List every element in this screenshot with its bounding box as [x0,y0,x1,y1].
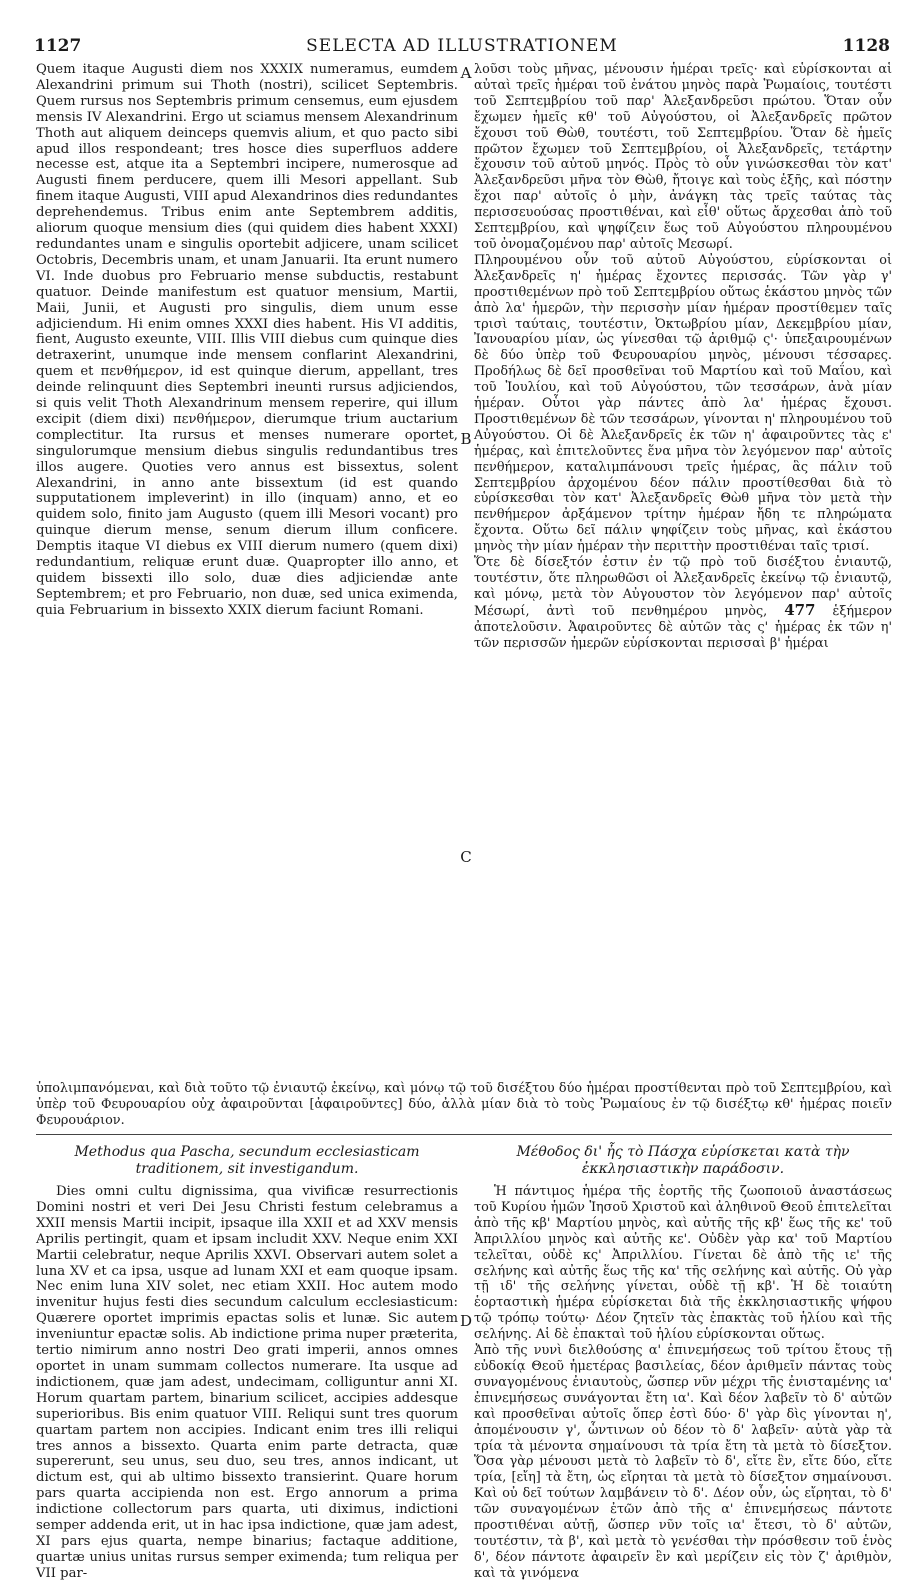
edition-page-marker: 477 [784,600,816,619]
greek-paragraph-2: Πληρουμένου οὖν τοῦ αὐτοῦ Αὐγούστου, εὑρίσκονται οἱ Ἀλεξανδρεῖς η' ἡμέρας ἔχοντες περισσάς. Τῶν γὰρ γ' προστιθεμένων πρὸ τοῦ Σεπτεμβρίου οὕτως ἑκάστου μηνὸς τῶν ἀπὸ λα' ἡμερῶν, τὴν περισσὴν μίαν ἡμέραν προστίθεμεν ταῖς τρισὶ ταύταις, τουτέστιν, Ὀκτωβρίου μίαν, Δεκεμβρίου μίαν, Ἰανουαρίου μίαν, ὡς γίνεσθαι τῷ ἀριθμῷ ς'· ὑπεξαιρουμένων δὲ δύο ὑπὲρ τοῦ Φευρουαρίου μηνὸς, μένουσι τέσσαρες. Προδήλως δὲ δεῖ προσθεῖναι τοῦ Μαρτίου καὶ τοῦ Μαΐου, καὶ τοῦ Ἰουλίου, καὶ τοῦ Αὐγούστου, τῶν τεσσάρων, ἀνὰ μίαν ἡμέραν. Οὗτοι γὰρ πάντες ἀπὸ λα' ἡμέρας ἔχουσι. Προστιθεμένων δὲ τῶν τεσσάρων, γίνονται η' πληρουμένου τοῦ Αὐγούστου. Οἱ δὲ Ἀλεξανδρεῖς ἐκ τῶν η' ἀφαιροῦντες τὰς ε' ἡμέρας, καὶ ἐπιτελοῦντες ἕνα μῆνα τὸν λεγόμενον παρ' αὐτοῖς πενθήμερον, καταλιμπάνουσι τρεῖς ἡμέρας, ἃς πάλιν τοῦ Σεπτεμβρίου ἀρχομένου δέον πάλιν προστίθεσθαι διὰ τὸ εὑρίσκεσθαι τὸν κατ' Ἀλεξανδρεῖς Θὼθ μῆνα τὸν μετὰ τὴν πενθήμερον ἀρξάμενον τρίτην ἡμέραν ἤδη τε πληρώματα ἔχοντα. Οὕτω δεῖ πάλιν ψηφίζειν τοὺς μῆνας, καὶ ἑκάστου μηνὸς τὴν μίαν ἡμέραν τὴν περιττὴν προστιθέναι ταῖς τρισί. [474,252,892,555]
greek-bottom-paragraph-2: Ἀπὸ τῆς νυνὶ διελθούσης α' ἐπινεμήσεως τοῦ τρίτου ἔτους τῇ εὐδοκίᾳ Θεοῦ ἡμετέρας βασιλείας, δέον ἀριθμεῖν πάντας τοὺς συναγομένους ἐνιαυτοὺς, ὥσπερ νῦν μέχρι τῆς ἐνισταμένης ια' ἐπινεμήσεως συνάγονται ἔτη ια'. Καὶ δέον λαβεῖν τὸ δ' αὐτῶν καὶ προσθεῖναι αὐτοῖς ὅπερ ἐστὶ δύο· δ' γὰρ δὶς γίνονται η', ἀπομένουσιν γ', ὧντινων οὐ δέον τὸ δ' λαβεῖν· αὐτὰ γὰρ τὰ τρία τὰ μένοντα σημαίνουσι τὰ τρία ἔτη τὰ μετὰ τὸ δίσεξτον. Ὅσα γὰρ μένουσι μετὰ τὸ λαβεῖν τὸ δ', εἴτε ἓν, εἴτε δύο, εἴτε τρία, [εἴη] τὰ ἔτη, ὡς εἴρηται τὰ μετὰ τὸ δίσεξτον σημαίνουσι. Καὶ οὐ δεῖ τούτων λαμβάνειν τὸ δ'. Δέον οὖν, ὡς εἴρηται, τὸ δ' τῶν συναγομένων ἐτῶν ἀπὸ τῆς α' ἐπινεμήσεως πάντοτε προστιθέναι αὐτῇ, ὥσπερ νῦν τοῖς ια' ἔτεσι, τὸ δ' αὐτῶν, τουτέστιν, τὰ β', καὶ μετὰ τὸ γενέσθαι τὴν πρόσθεσιν τοῦ ἑνὸς δ', δέον πάντοτε ἀφαιρεῖν ἓν καὶ μερίζειν εἰς τὸν ζ' ἀριθμὸν, καὶ τὰ γινόμενα [474,1343,892,1581]
latin-paragraph-top: Quem itaque Augusti diem nos XXXIX numeramus, eumdem Alexandrini primum sui Thoth (nostri), scilicet Septembris. Quem rursus nos Septembris primum censemus, eum ejusdem mensis IV Alexandrini. Ergo ut sciamus mensem Alexandrinum Thoth aut aliquem deinceps quemvis alium, et quo pacto sibi apud illos respondeant; tres hosce dies superfluos addere necesse est, atque ita a Septembri incipere, numerosque ad Augusti finem perducere, quem illi Mesori appellant. Sub finem itaque Augusti, VIII apud Alexandrinos dies redundantes deprehendemus. Tribus enim ante Septembrem additis, aliorum quoque mensium dies (qui quidem dies habent XXXI) redundantes unam e singulis oportebit adjicere, unam scilicet Octobris, Decembris unam, et unam Januarii. Ita erunt numero VI. Inde duobus pro Februario mense subductis, restabunt quatuor. Deinde manifestum est quatuor mensium, Martii, Maii, Junii, et Augusti pro singulis, diem unum esse adjiciendum. Hi enim omnes XXXI dies habent. His VI additis, fient, Augusto exeunte, VIII. Illis VIII diebus cum quinque dies detraxerint, unumque inde mensem conflarint Alexandrini, quem et πενθήμερον, id est quinque dierum, appellant, tres deinde relinquunt dies Septembri ineunti rursus adjiciendos, si quis velit Thoth Alexandrinum mensem reperire, qui illum excipit (diem dixi) πενθήμερον, dierumque trium auctarium complectitur. Ita rursus et menses numerare oportet, singulorumque mensium diebus singulis redundantibus tres illos augere. Quoties vero annus est bissextus, solent Alexandrini, in anno ante bissextum (id est quando supputationem impleverint) in illo (inquam) anno, et eo quidem solo, finito jam Augusto (quem illi Mesori vocant) pro quinque dierum mense, senum dierum illum conficere. Demptis itaque VI diebus ex VIII dierum numero (quem dixi) redundantium, reliquæ erunt duæ. Quapropter illo anno, et quidem bissexti illo solo, duæ dies adjiciendæ ante Septembrem; et pro Februario, non duæ, sed unica eximenda, quia Februarium in bissexto XXIX dierum faciunt Romani. [36,62,458,618]
greek-column-top [474,62,892,652]
margin-marker-d: D [459,1312,473,1330]
running-header [34,36,890,58]
greek-bottom-paragraph-1: Ἡ πάντιμος ἡμέρα τῆς ἑορτῆς τῆς ζωοποιοῦ ἀναστάσεως τοῦ Κυρίου ἡμῶν Ἰησοῦ Χριστοῦ καὶ ἀληθινοῦ Θεοῦ ἐπιτελεῖται ἀπὸ τῆς κβ' Μαρτίου μηνὸς, καὶ αὐτῆς τῆς κβ' ἕως τῆς κε' τοῦ Ἀπριλλίου μηνὸς καὶ αὐτῆς κε'. Οὐδὲν γὰρ κα' τοῦ Μαρτίου τελεῖται, οὐδὲ κς' Ἀπριλλίου. Γίνεται δὲ ἀπὸ τῆς ιε' τῆς σελήνης καὶ αὐτῆς ἕως τῆς κα' τῆς σελήνης καὶ αὐτῆς. Οὐ γὰρ τῇ ιδ' τῆς σελήνης γίνεται, οὐδὲ τῇ κβ'. Ἡ δὲ τοιαύτη ἑορταστικὴ ἡμέρα εὑρίσκεται διὰ τῆς ἐκκλησιαστικῆς ψήφου τῷ τρόπῳ τούτῳ· Δέον ζητεῖν τὰς ἐπακτὰς τοῦ ἡλίου καὶ τῆς σελήνης. Αἱ δὲ ἐπακταὶ τοῦ ἡλίου εὑρίσκονται οὕτως. [474,1184,892,1343]
greek-paragraph-3b: ἑξήμερον ἀποτελοῦσιν. Ἀφαιροῦντες δὲ αὐτῶν τὰς ς' ἡμέρας ἐκ τῶν η' τῶν περισσῶν ἡμερῶν εὑρίσκονται περισσαὶ β' ἡμέραι [474,603,892,651]
section-divider [36,1134,892,1135]
latin-column-top [36,62,458,619]
greek-column-bottom [474,1144,892,1582]
latin-column-bottom [36,1144,458,1582]
latin-paragraph-bottom: Dies omni cultu dignissima, qua vivificæ resurrectionis Domini nostri et veri Dei Jesu Christi festum celebramus a XXII mensis Martii incipit, ipsaque illa XXII et ad XXV mensis Aprilis pertingit, quam et ipsam includit XXV. Neque enim XXI Martii celebratur, neque Aprilis XXVI. Observari autem solet a luna XV et ca ipsa, usque ad lunam XXI et eam quoque ipsam. Nec enim luna XIV solet, nec etiam XXII. Hoc autem modo invenitur hujus festi dies secundum calculum ecclesiasticum: Quærere oportet imprimis epactas solis et lunæ. Sic autem inveniuntur epactæ solis. Ab indictione prima nuper præterita, tertio nimirum anno nostri Deo grati imperii, annos omnes oportet in unam summam collectos numerare. Ita usque ad indictionem, quæ jam adest, undecimam, colliguntur anni XI. Horum quartam partem, binarium scilicet, accipies addesque superioribus. Bis enim quatuor VIII. Reliqui sunt tres quorum quartam partem non accipies. Indicant enim tres illi reliqui tres annos a bissexto. Quarta enim parte detracta, quæ supererunt, seu unus, seu duo, seu tres, annos indicant, ut dictum est, qui ab ultimo bissexto transierint. Quare horum pars quarta accipienda non est. Ergo annorum a prima indictione collectorum pars quarta, uti diximus, indictioni semper addenda erit, ut in hac ipsa indictione, quæ jam adest, XI pars ejus quarta, nempe binarius; factaque additione, quartæ unius unitas rursus semper eximenda; tum reliqua per VII par- [36,1184,458,1581]
greek-paragraph-3a: Ὅτε δὲ δίσεξτόν ἐστιν ἐν τῷ πρὸ τοῦ δισέξτου ἐνιαυτῷ, τουτέστιν, ὅτε πληρωθῶσι οἱ Ἀλεξανδρεῖς ἐκείνῳ τῷ ἐνιαυτῷ, καὶ μόνῳ, μετὰ τὸν Αὐγουστον τὸν λεγόμενον παρ' αὐτοῖς Μέσωρί, ἀντὶ τοῦ πενθημέρου μηνὸς, [474,555,892,619]
running-title: SELECTA AD ILLUSTRATIONEM [306,36,618,56]
page-number-left: 1127 [34,36,82,56]
margin-marker-c: C [460,848,472,866]
page-number-right: 1128 [842,36,890,56]
greek-paragraph-3 [474,555,892,651]
full-width-greek-line: ὑπολιμπανόμεναι, καὶ διὰ τοῦτο τῷ ἐνιαυτῷ ἐκείνῳ, καὶ μόνῳ τῷ τοῦ δισέξτου δύο ἡμέραι προστίθενται πρὸ τοῦ Σεπτεμβρίου, καὶ ὑπὲρ τοῦ Φευρουαρίου οὐχ ἀφαιροῦνται [ἀφαιροῦντες] δύο, ἀλλὰ μίαν διὰ τὸ τοὺς Ῥωμαίους ἐν τῷ δισέξτῳ κθ' ἡμέρας ποιεῖν Φευρουάριον. [36,1081,892,1128]
greek-paragraph-1: λοῦσι τοὺς μῆνας, μένουσιν ἡμέραι τρεῖς· καὶ εὑρίσκονται αἱ αὐταὶ τρεῖς ἡμέραι τοῦ ἐνάτου μηνὸς παρὰ Ῥωμαίοις, τουτέστι τοῦ Σεπτεμβρίου τοῦ παρ' Ἀλεξανδρεῦσι πρώτου. Ὅταν οὖν ἔχωμεν ἡμεῖς κθ' τοῦ Αὐγούστου, οἱ Ἀλεξανδρεῖς πρῶτον ἔχουσι τοῦ Θὼθ, τουτέστι, τοῦ Σεπτεμβρίου. Ὅταν δὲ ἡμεῖς πρῶτον ἔχωμεν τοῦ Σεπτεμβρίου, οἱ Ἀλεξανδρεῖς, τετάρτην ἔχουσιν τοῦ αὐτοῦ μηνός. Πρὸς τὸ οὖν γινώσκεσθαι τὸν κατ' Ἀλεξανδρεῦσι μῆνα τὸν Θὼθ, ἤτοιγε καὶ τοὺς ἑξῆς, καὶ πόστην ἔχοι παρ' αὐτοῖς ὁ μὴν, ἀνάγκη τὰς τρεῖς ταύτας τὰς περισσευούσας προστιθέναι, καὶ εἶθ' οὕτως ἄρχεσθαι ἀπὸ τοῦ Σεπτεμβρίου, καὶ ψηφίζειν ἕως τοῦ Αὐγούστου πληρουμένου τοῦ ὀνομαζομένου παρ' αὐτοῖς Μεσωρί. [474,62,892,252]
latin-section-title: Methodus qua Pascha, secundum ecclesiasticam traditionem, sit investigandum. [74,1144,420,1177]
greek-section-title: Μέθοδος δι' ἧς τὸ Πάσχα εὑρίσκεται κατὰ τὴν ἐκκλησιαστικὴν παράδοσιν. [516,1144,850,1177]
margin-marker-a: A [460,64,472,82]
margin-marker-b: B [460,430,472,448]
